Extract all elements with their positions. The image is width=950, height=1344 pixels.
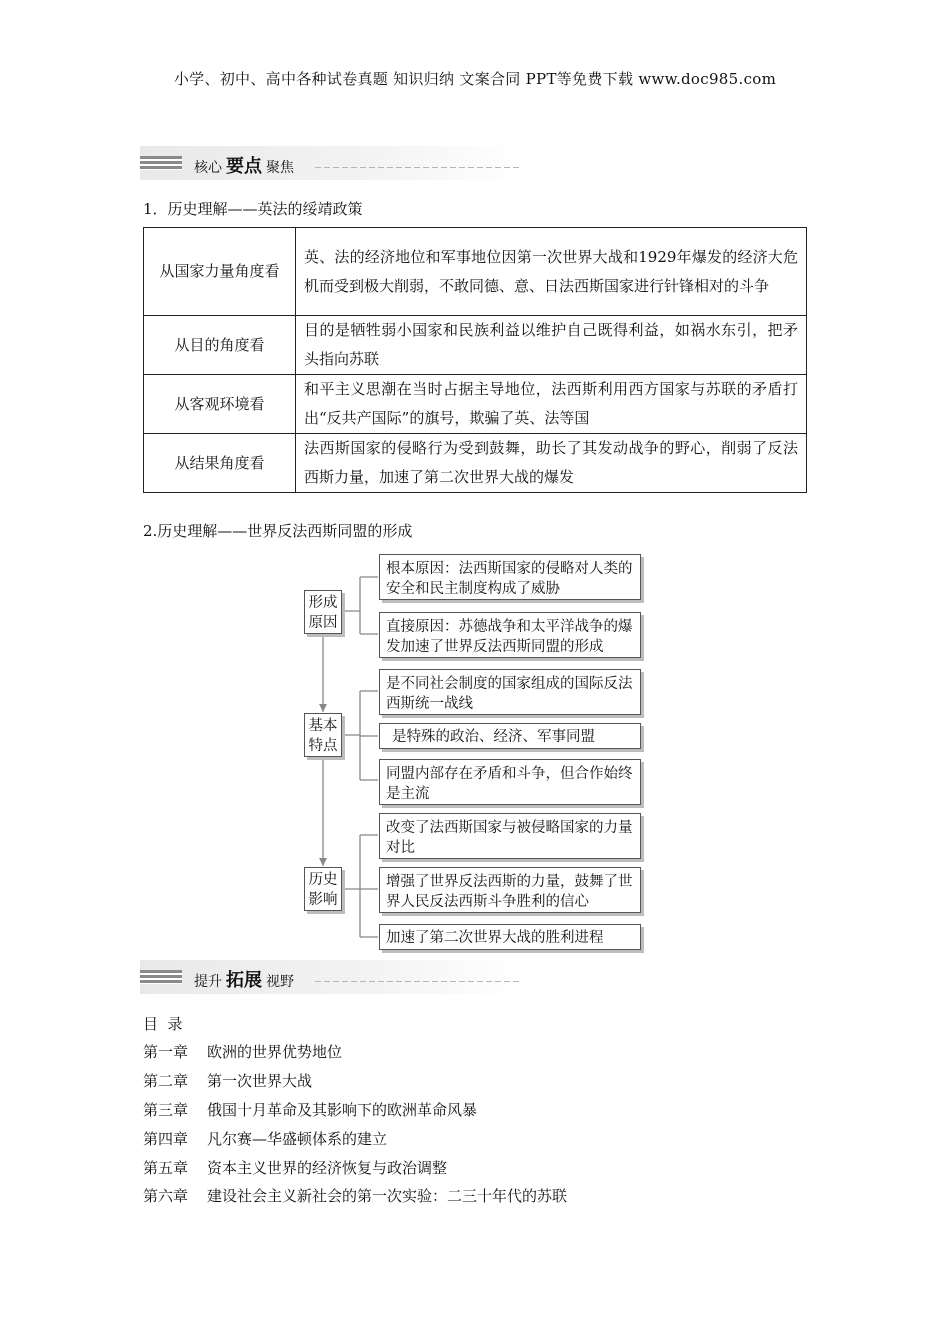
toc-chapter-number: 第五章	[143, 1159, 189, 1177]
toc-chapter-title: 俄国十月革命及其影响下的欧洲革命风暴	[207, 1101, 478, 1119]
diagram-node-features: 基本特点	[304, 713, 342, 757]
arrowhead	[319, 858, 327, 866]
toc-item	[143, 1099, 477, 1120]
diagram-leaf-feature: 是特殊的政治、经济、军事同盟	[379, 723, 641, 749]
toc-item	[143, 1070, 312, 1091]
banner-title-post: 视野	[266, 974, 294, 990]
toc-chapter-title: 第一次世界大战	[207, 1072, 313, 1090]
table-cell-content: 和平主义思潮在当时占据主导地位，法西斯利用西方国家与苏联的矛盾打出“反共产国际”的旗号，欺骗了英、法等国	[296, 375, 807, 434]
section-banner-expand-view	[140, 960, 520, 994]
diagram-node-causes: 形成原因	[304, 590, 342, 634]
table-cell-content: 法西斯国家的侵略行为受到鼓舞，助长了其发动战争的野心，削弱了反法西斯力量，加速了第二次世界大战的爆发	[296, 434, 807, 493]
toc-chapter-title: 建设社会主义新社会的第一次实验：二三十年代的苏联	[207, 1187, 568, 1205]
banner-stripes-decoration	[140, 970, 182, 984]
toc-item	[143, 1157, 447, 1178]
section2-title: 2.历史理解——世界反法西斯同盟的形成	[143, 522, 413, 540]
banner-title-big: 拓展	[226, 970, 262, 991]
toc-item	[143, 1128, 387, 1149]
section1-title: 1．历史理解——英法的绥靖政策	[143, 200, 363, 218]
banner-title-pre: 核心	[194, 160, 222, 176]
table-cell-content: 英、法的经济地位和军事地位因第一次世界大战和1929年爆发的经济大危机而受到极大削弱，不敢同德、意、日法西斯国家进行针锋相对的斗争	[296, 228, 807, 316]
toc-item	[143, 1185, 567, 1206]
banner-title-big: 要点	[226, 156, 262, 177]
table-cell-aspect: 从结果角度看	[144, 434, 296, 493]
diagram-node-impact: 历史影响	[304, 867, 342, 911]
toc-chapter-number: 第三章	[143, 1101, 189, 1119]
toc-chapter-title: 凡尔赛—华盛顿体系的建立	[207, 1130, 388, 1148]
diagram-leaf-direct-cause: 直接原因：苏德战争和太平洋战争的爆发加速了世界反法西斯同盟的形成	[379, 612, 641, 658]
table-cell-content: 目的是牺牲弱小国家和民族利益以维护自己既得利益，如祸水东引，把矛头指向苏联	[296, 316, 807, 375]
diagram-leaf-impact: 改变了法西斯国家与被侵略国家的力量对比	[379, 813, 641, 859]
arrowhead	[319, 704, 327, 712]
toc-chapter-title: 资本主义世界的经济恢复与政治调整	[207, 1159, 448, 1177]
banner-dashed-rule	[315, 981, 520, 982]
diagram-leaf-feature: 同盟内部存在矛盾和斗争，但合作始终是主流	[379, 759, 641, 805]
toc-chapter-number: 第二章	[143, 1072, 189, 1090]
diagram-leaf-impact: 增强了世界反法西斯的力量，鼓舞了世界人民反法西斯斗争胜利的信心	[379, 867, 641, 913]
table-cell-aspect: 从国家力量角度看	[144, 228, 296, 316]
toc-title: 目 录	[143, 1015, 183, 1033]
banner-title-post: 聚焦	[266, 160, 294, 176]
diagram-leaf-fundamental-cause: 根本原因：法西斯国家的侵略对人类的安全和民主制度构成了威胁	[379, 554, 641, 600]
table-cell-aspect: 从目的角度看	[144, 316, 296, 375]
banner-title	[194, 966, 294, 992]
table-cell-aspect: 从客观环境看	[144, 375, 296, 434]
diagram-leaf-feature: 是不同社会制度的国家组成的国际反法西斯统一战线	[379, 669, 641, 715]
toc-chapter-number: 第六章	[143, 1187, 189, 1205]
toc-item	[143, 1041, 342, 1062]
toc-chapter-number: 第一章	[143, 1043, 189, 1061]
banner-title-pre: 提升	[194, 974, 222, 990]
toc-chapter-title: 欧洲的世界优势地位	[207, 1043, 343, 1061]
page-header-ad: 小学、初中、高中各种试卷真题 知识归纳 文案合同 PPT等免费下载 www.doc985.com	[173, 70, 777, 88]
toc-chapter-number: 第四章	[143, 1130, 189, 1148]
diagram-leaf-impact: 加速了第二次世界大战的胜利进程	[379, 924, 641, 950]
